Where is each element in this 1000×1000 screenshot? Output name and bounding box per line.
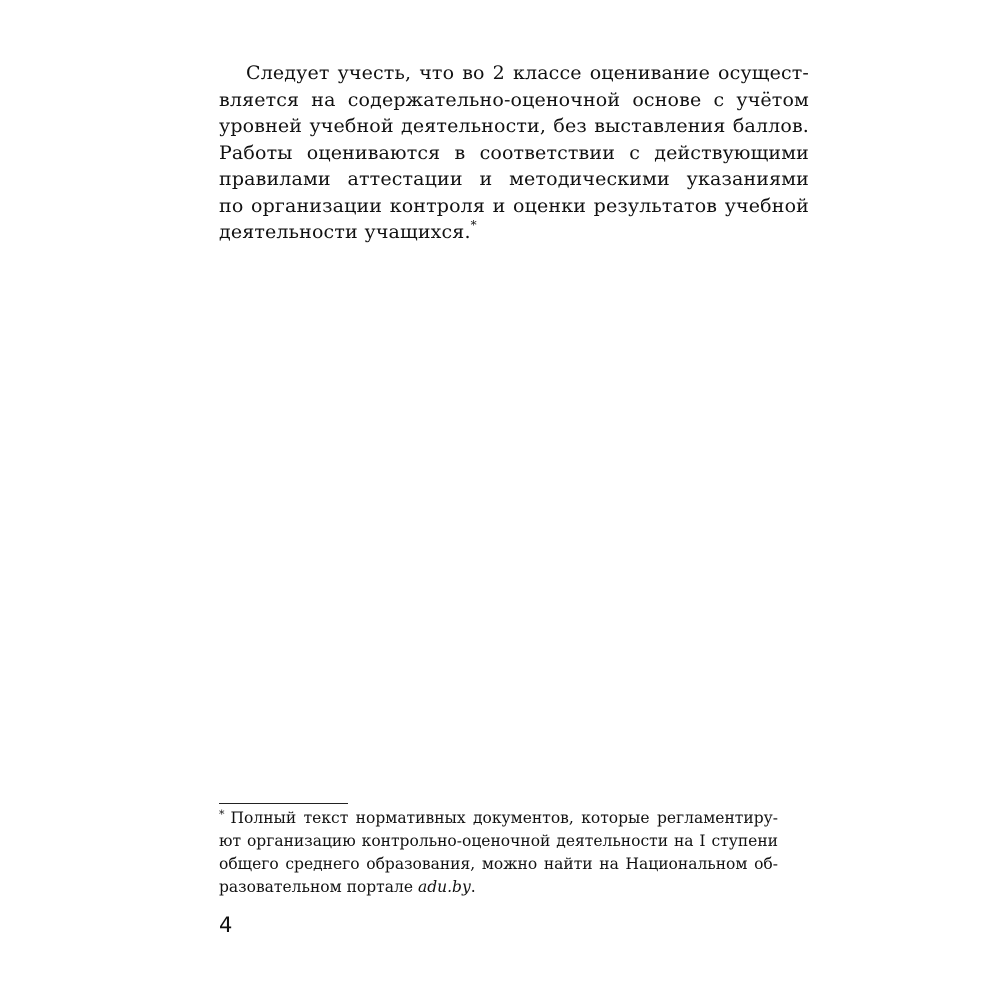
paragraph-line: правилами аттестации и методическими указаниями [219,168,809,190]
footnote-marker: * [219,808,225,821]
footnote [219,807,778,899]
paragraph-last-line [219,219,809,246]
footnote-end-punctuation: . [470,878,476,896]
page-number: 4 [219,913,233,937]
paragraph-line: Работы оцениваются в соответствии с действующими [219,141,809,164]
paragraph-line: вляется на содержательно-оценочной основе с учётом [219,88,809,111]
footnote-divider [219,803,348,804]
footnote-reference[interactable]: * [470,218,477,232]
paragraph-line: по организации контроля и оценки результатов учебной [219,194,809,217]
paragraph-line-text: деятельности учащихся. [219,221,471,243]
portal-link[interactable]: adu.by [417,878,471,896]
footnote-line-text: Полный текст нормативных документов, которые регламентиру- [230,809,778,827]
footnote-line: ют организацию контрольно-оценочной деятельности на I ступени [219,832,778,850]
footnote-line-text: разовательном портале [219,878,418,896]
paragraph-line: Следует учесть, что во 2 классе оценивание осущест- [246,62,809,84]
paragraph-line: уровней учебной деятельности, без выставления баллов. [219,115,809,137]
footnote-line [219,807,778,830]
footnote-last-line [219,876,778,899]
footnote-line: общего среднего образования, можно найти на Национальном об- [219,855,778,873]
main-paragraph [219,60,809,246]
